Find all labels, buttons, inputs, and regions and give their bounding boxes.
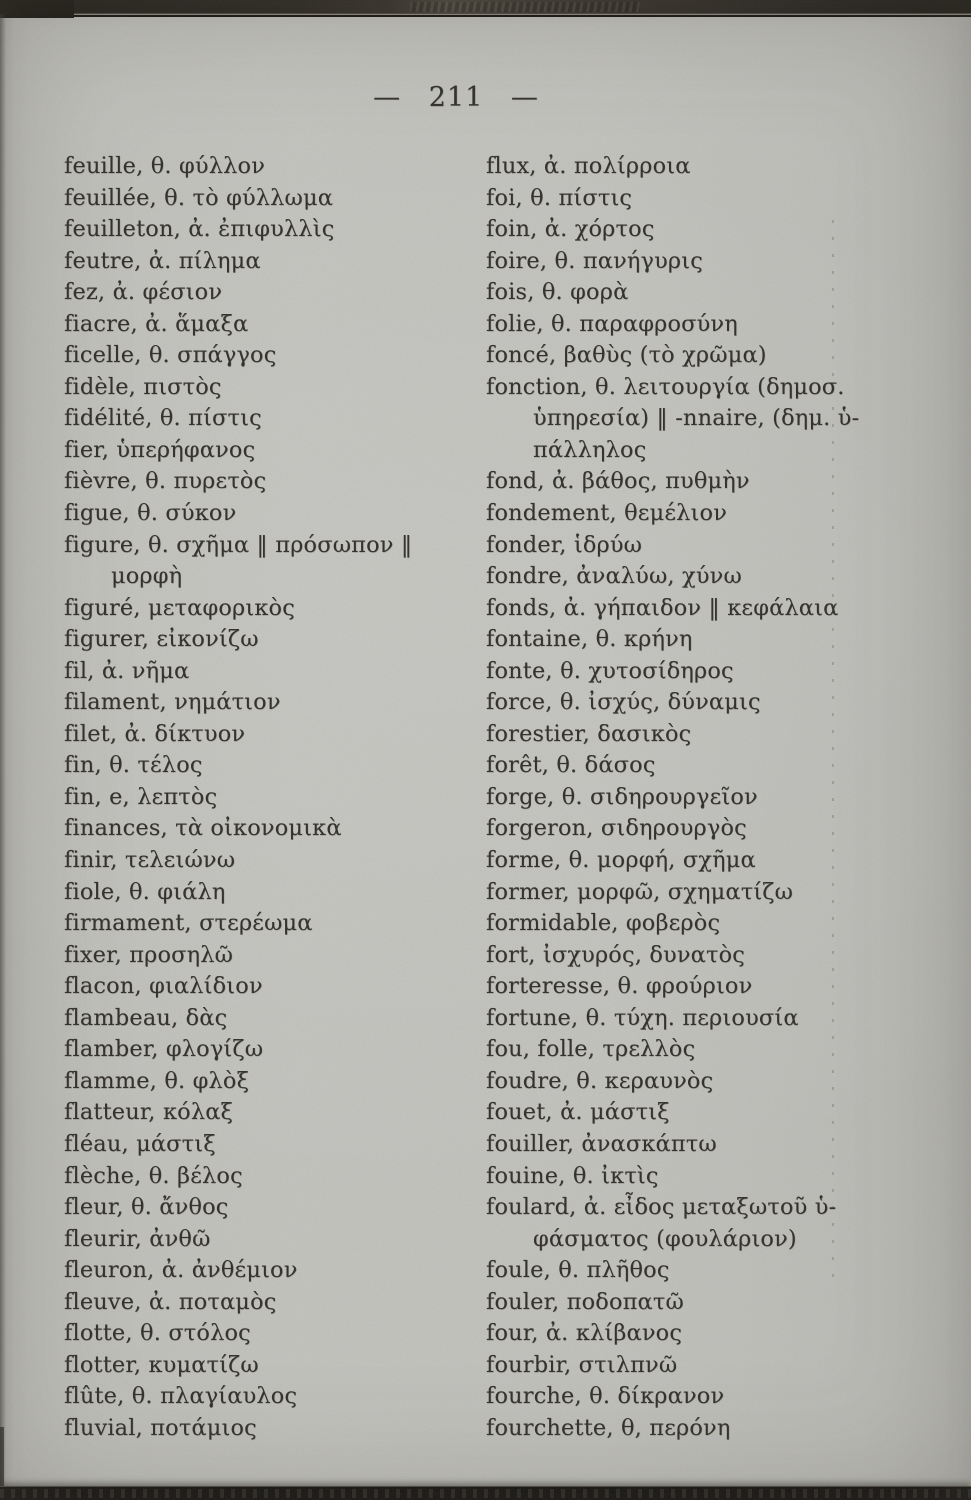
- dictionary-entry-line: fixer, προσηλῶ: [64, 941, 234, 968]
- dictionary-entry-line: fondre, ἀναλύω, χύνω: [486, 563, 742, 590]
- dictionary-entry: [64, 277, 490, 309]
- dictionary-entry-line: πάλληλος: [533, 436, 647, 463]
- dictionary-entry: [486, 1066, 966, 1098]
- dictionary-entry: [64, 1129, 490, 1161]
- scan-edge-bottom: [0, 1486, 971, 1500]
- dictionary-entry: [486, 1034, 966, 1066]
- dictionary-entry: [64, 940, 490, 972]
- dictionary-entry-line: foule, θ. πλῆθος: [486, 1257, 670, 1284]
- dictionary-entry: [64, 246, 490, 278]
- dictionary-entry-line: flèche, θ. βέλος: [64, 1162, 243, 1189]
- dictionary-entry: [64, 403, 490, 435]
- dictionary-entry-line: foudre, θ. κεραυνὸς: [486, 1067, 714, 1094]
- dictionary-entry-line: fond, ἀ. βάθος, πυθμὴν: [486, 468, 750, 495]
- dictionary-entry: [486, 624, 966, 656]
- dictionary-entry: [486, 971, 966, 1003]
- dictionary-entry: [486, 1318, 966, 1350]
- dictionary-entry: [64, 719, 490, 751]
- dictionary-entry-line: fou, folle, τρελλὸς: [486, 1036, 696, 1063]
- dictionary-entry-line: foulard, ἀ. εἶδος μεταξωτοῦ ὑ-: [486, 1194, 837, 1221]
- scan-edge-left: [0, 14, 6, 1487]
- dictionary-entry: [64, 1318, 490, 1350]
- dictionary-entry: [486, 1350, 966, 1382]
- dictionary-entry: [486, 813, 966, 845]
- dictionary-entry-line: fouine, θ. ἰκτὶς: [486, 1162, 659, 1189]
- dictionary-entry-line: formidable, φοβερὸς: [486, 910, 721, 937]
- dictionary-entry-line: figure, θ. σχῆμα ‖ πρόσωπον ‖: [64, 531, 413, 558]
- dictionary-entry: [486, 1192, 966, 1255]
- dictionary-entry-line: fiacre, ἀ. ἅμαξα: [64, 310, 249, 337]
- dictionary-entry-line: filament, νημάτιον: [64, 689, 281, 716]
- dictionary-entry-line: force, θ. ἰσχύς, δύναμις: [486, 689, 761, 716]
- dictionary-entry: [64, 214, 490, 246]
- dictionary-entry: [486, 1161, 966, 1193]
- dictionary-entry-line: fin, e, λεπτὸς: [64, 783, 218, 810]
- dictionary-entry-line: four, ἀ. κλίβανος: [486, 1320, 683, 1347]
- dictionary-entry-line: fez, ἀ. φέσιον: [64, 279, 223, 306]
- dictionary-entry: [486, 530, 966, 562]
- dictionary-entry: [64, 435, 490, 467]
- dictionary-entry: [64, 687, 490, 719]
- dictionary-entry-line: foin, ἀ. χόρτος: [486, 216, 655, 243]
- dictionary-entry: [486, 151, 966, 183]
- dictionary-entry: [486, 940, 966, 972]
- dictionary-entry-line: fluvial, ποτάμιος: [64, 1414, 257, 1441]
- dictionary-entry: [486, 561, 966, 593]
- dictionary-entry: [486, 750, 966, 782]
- dictionary-entry: [64, 1413, 490, 1445]
- dictionary-entry: [64, 593, 490, 625]
- dictionary-entry-line: forteresse, θ. φρούριον: [486, 973, 753, 1000]
- dictionary-entry: [486, 719, 966, 751]
- dictionary-column-right: [486, 151, 966, 1444]
- dictionary-entry-line: foi, θ. πίστις: [486, 184, 633, 211]
- dictionary-entry-line: ὑπηρεσία) ‖ -nnaire, (δημ. ὑ-: [533, 405, 860, 432]
- dictionary-entry: [64, 877, 490, 909]
- dictionary-entry: [64, 1255, 490, 1287]
- dictionary-entry: [64, 624, 490, 656]
- dictionary-entry-line: fortune, θ. τύχη. περιουσία: [486, 1004, 799, 1031]
- dictionary-entry-line: fin, θ. τέλος: [64, 752, 203, 779]
- dictionary-entry: [486, 1255, 966, 1287]
- dictionary-entry: [486, 593, 966, 625]
- dictionary-entry-line: fidélité, θ. πίστις: [64, 405, 262, 432]
- dictionary-entry-line: fontaine, θ. κρήνη: [486, 626, 693, 653]
- page-top-rule: [74, 13, 971, 17]
- dictionary-entry-line: feutre, ἀ. πίλημα: [64, 247, 261, 274]
- dictionary-entry: [64, 1350, 490, 1382]
- dictionary-entry-line: flotte, θ. στόλος: [64, 1320, 251, 1347]
- dictionary-entry: [64, 340, 490, 372]
- dictionary-entry-line: forêt, θ. δάσος: [486, 752, 656, 779]
- dictionary-entry-line: fouiller, ἀνασκάπτω: [486, 1130, 717, 1157]
- scan-edge-top-texture: [410, 2, 640, 12]
- dictionary-entry: [486, 1287, 966, 1319]
- dictionary-entry-line: fonds, ἀ. γήπαιδον ‖ κεφάλαια: [486, 594, 839, 621]
- dictionary-entry-line: flambeau, δὰς: [64, 1004, 228, 1031]
- scan-edge-bottom-left: [0, 1427, 4, 1487]
- dictionary-entry: [64, 845, 490, 877]
- dictionary-entry-line: fouet, ἀ. μάστιξ: [486, 1099, 670, 1126]
- dictionary-entry: [486, 277, 966, 309]
- dictionary-entry: [64, 1066, 490, 1098]
- dictionary-entry: [64, 750, 490, 782]
- dictionary-entry-line: figuré, μεταφορικὸς: [64, 594, 295, 621]
- dictionary-entry-line: forestier, δασικὸς: [486, 720, 692, 747]
- dictionary-entry: [486, 372, 966, 467]
- dictionary-entry: [64, 813, 490, 845]
- dictionary-entry: [486, 498, 966, 530]
- dictionary-entry: [486, 183, 966, 215]
- dictionary-entry: [486, 1413, 966, 1445]
- dictionary-entry-line: fleuron, ἀ. ἀνθέμιον: [64, 1257, 298, 1284]
- dictionary-entry: [64, 498, 490, 530]
- dictionary-entry: [486, 214, 966, 246]
- scan-noise-dots: [832, 220, 834, 1280]
- dictionary-entry-line: filet, ἀ. δίκτυον: [64, 720, 246, 747]
- dictionary-entry: [64, 1003, 490, 1035]
- dictionary-entry-line: flacon, φιαλίδιον: [64, 973, 263, 1000]
- dictionary-entry: [64, 1287, 490, 1319]
- dictionary-entry: [64, 1224, 490, 1256]
- dictionary-entry: [64, 656, 490, 688]
- dictionary-entry-line: fondement, θεμέλιον: [486, 500, 728, 527]
- dictionary-entry: [486, 845, 966, 877]
- dictionary-entry-line: ficelle, θ. σπάγγος: [64, 342, 277, 369]
- dictionary-entry: [64, 183, 490, 215]
- dictionary-entry-line: fièvre, θ. πυρετὸς: [64, 468, 267, 495]
- dictionary-entry-line: fidèle, πιστὸς: [64, 373, 222, 400]
- dictionary-entry-line: former, μορφῶ, σχηματίζω: [486, 878, 794, 905]
- dictionary-entry-line: fier, ὑπερήφανος: [64, 436, 256, 463]
- page-number: — 211 —: [373, 82, 539, 113]
- dictionary-entry: [64, 466, 490, 498]
- dictionary-entry-line: forge, θ. σιδηρουργεῖον: [486, 783, 758, 810]
- dictionary-entry: [486, 656, 966, 688]
- dictionary-entry-line: finances, τὰ οἰκονομικὰ: [64, 815, 342, 842]
- dictionary-entry-line: fonction, θ. λειτουργία (δημοσ.: [486, 373, 845, 400]
- dictionary-entry-line: flamme, θ. φλὸξ: [64, 1067, 250, 1094]
- dictionary-entry: [486, 1097, 966, 1129]
- dictionary-entry: [64, 782, 490, 814]
- dictionary-entry: [486, 1003, 966, 1035]
- dictionary-entry-line: μορφὴ: [111, 563, 183, 590]
- dictionary-entry: [64, 309, 490, 341]
- dictionary-entry-line: flûte, θ. πλαγίαυλος: [64, 1383, 298, 1410]
- dictionary-entry-line: flotter, κυματίζω: [64, 1351, 259, 1378]
- dictionary-entry-line: fois, θ. φορὰ: [486, 279, 629, 306]
- dictionary-entry-line: firmament, στερέωμα: [64, 910, 313, 937]
- dictionary-entry: [486, 877, 966, 909]
- dictionary-entry-line: flatteur, κόλαξ: [64, 1099, 234, 1126]
- dictionary-entry: [486, 340, 966, 372]
- dictionary-entry-line: fleurir, ἀνθῶ: [64, 1225, 211, 1252]
- dictionary-entry-line: flamber, φλογίζω: [64, 1036, 264, 1063]
- dictionary-entry-line: φάσματος (φουλάριον): [533, 1225, 797, 1252]
- dictionary-entry: [64, 151, 490, 183]
- dictionary-entry: [64, 1034, 490, 1066]
- dictionary-entry-line: fonte, θ. χυτοσίδηρος: [486, 657, 734, 684]
- dictionary-entry: [486, 1129, 966, 1161]
- dictionary-entry-line: fil, ἀ. νῆμα: [64, 657, 190, 684]
- scan-edge-bottom-texture: [0, 1489, 971, 1498]
- dictionary-entry-line: forme, θ. μορφή, σχῆμα: [486, 847, 756, 874]
- dictionary-entry: [486, 309, 966, 341]
- dictionary-entry-line: fiole, θ. φιάλη: [64, 878, 226, 905]
- dictionary-column-left: [64, 151, 490, 1444]
- dictionary-entry: [486, 908, 966, 940]
- dictionary-entry: [64, 1097, 490, 1129]
- dictionary-entry: [64, 372, 490, 404]
- dictionary-entry: [486, 246, 966, 278]
- dictionary-entry: [64, 908, 490, 940]
- dictionary-entry: [64, 1381, 490, 1413]
- dictionary-entry-line: foncé, βαθὺς (τὸ χρῶμα): [486, 342, 767, 369]
- dictionary-entry: [486, 782, 966, 814]
- dictionary-entry: [486, 466, 966, 498]
- dictionary-entry-line: folie, θ. παραφροσύνη: [486, 310, 738, 337]
- dictionary-entry-line: figue, θ. σύκον: [64, 500, 237, 527]
- dictionary-entry-line: fourche, θ. δίκρανον: [486, 1383, 725, 1410]
- dictionary-entry: [64, 971, 490, 1003]
- dictionary-entry: [486, 1381, 966, 1413]
- dictionary-entry: [486, 687, 966, 719]
- dictionary-entry: [64, 1161, 490, 1193]
- dictionary-entry: [64, 1192, 490, 1224]
- dictionary-entry-line: fleur, θ. ἄνθος: [64, 1194, 229, 1221]
- dictionary-entry-line: fourbir, στιλπνῶ: [486, 1351, 678, 1378]
- dictionary-entry-line: fonder, ἱδρύω: [486, 531, 643, 558]
- dictionary-entry: [64, 530, 490, 593]
- dictionary-entry-line: feuilleton, ἀ. ἐπιφυλλὶς: [64, 216, 335, 243]
- dictionary-entry-line: foire, θ. πανήγυρις: [486, 247, 703, 274]
- dictionary-entry-line: fléau, μάστιξ: [64, 1130, 216, 1157]
- dictionary-entry-line: fourchette, θ, περόνη: [486, 1414, 731, 1441]
- dictionary-entry-line: figurer, εἰκονίζω: [64, 626, 259, 653]
- dictionary-entry-line: fleuve, ἀ. ποταμὸς: [64, 1288, 277, 1315]
- dictionary-entry-line: forgeron, σιδηρουργὸς: [486, 815, 747, 842]
- dictionary-entry-line: fouler, ποδοπατῶ: [486, 1288, 684, 1315]
- dictionary-entry-line: feuillée, θ. τὸ φύλλωμα: [64, 184, 334, 211]
- dictionary-entry-line: feuille, θ. φύλλον: [64, 153, 266, 179]
- dictionary-entry-line: finir, τελειώνω: [64, 847, 236, 874]
- dictionary-entry-line: fort, ἰσχυρός, δυνατὸς: [486, 941, 745, 968]
- scan-edge-top: [0, 0, 971, 14]
- scan-edge-top-left-corner: [0, 0, 74, 18]
- dictionary-entry-line: flux, ἀ. πολίρροια: [486, 153, 691, 179]
